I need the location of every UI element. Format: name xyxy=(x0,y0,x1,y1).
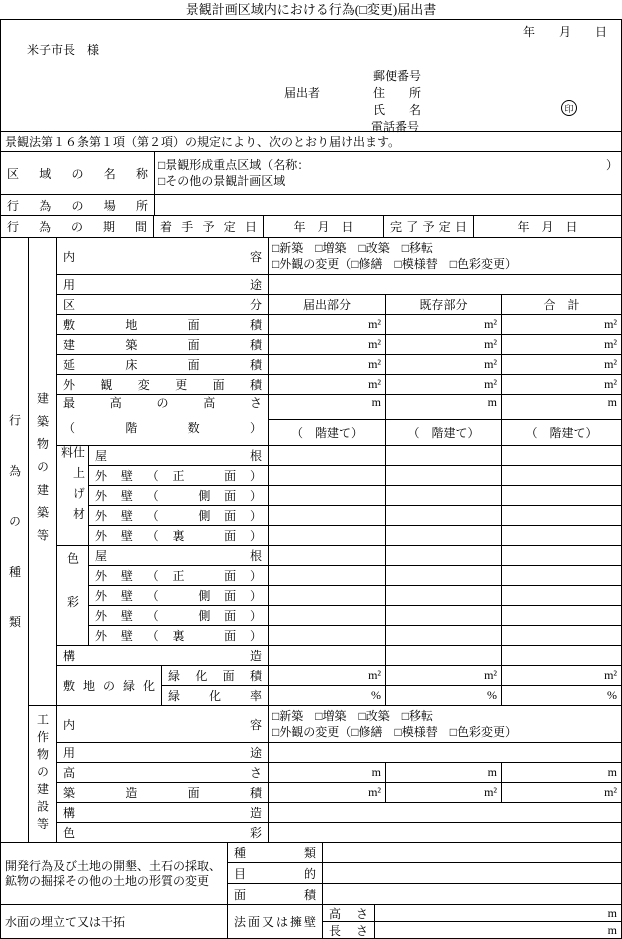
building-content-checkboxes xyxy=(269,238,621,274)
color-front-wall-notified[interactable] xyxy=(269,566,385,585)
dev-purpose-value[interactable] xyxy=(323,863,621,883)
period-end-label-cell xyxy=(384,216,473,237)
dev-kind-value[interactable] xyxy=(323,843,621,862)
landfill-desc: 水面の埋立て又は干拓 xyxy=(1,905,227,938)
floor-area-total[interactable]: m² xyxy=(502,355,621,374)
facade-change-area-label: 外観変更面積 xyxy=(63,378,262,392)
work-content-checkboxes xyxy=(269,706,621,742)
finish-material-header-cell xyxy=(57,446,88,545)
finish-side-wall-1-total[interactable] xyxy=(502,486,621,505)
facade-change-area-total[interactable]: m² xyxy=(502,375,621,394)
floors-notified[interactable]: （ 階建て） xyxy=(269,420,385,445)
finish-front-wall-total[interactable] xyxy=(502,466,621,485)
work-content-line2[interactable]: □外観の変更（□修繕 □模様替 □色彩変更） xyxy=(272,725,517,739)
finish-side-wall-2-label-cell xyxy=(89,506,268,525)
finish-side-wall-1-label-cell xyxy=(89,486,268,505)
structure-total[interactable] xyxy=(502,646,621,665)
dev-kind-label: 種類 xyxy=(234,846,316,860)
color-side-wall-2-label: 外壁（ 側面） xyxy=(95,609,262,623)
site-area-label-cell xyxy=(57,315,268,334)
building-use-label-cell xyxy=(57,275,268,294)
color-side-wall-1-label-cell xyxy=(89,586,268,605)
greening-label: 敷地の緑化 xyxy=(63,679,155,693)
class-label-cell xyxy=(57,295,268,314)
phone-label: 電話番号 xyxy=(371,120,420,134)
area-option-1-blank[interactable] xyxy=(309,157,606,173)
building-content-line2[interactable]: □外観の変更（□修繕 □模様替 □色彩変更） xyxy=(272,257,517,271)
area-name-label-cell xyxy=(1,152,154,194)
color-side-wall-2-existing[interactable] xyxy=(386,606,501,625)
slope-height-label: 高さ xyxy=(329,906,368,921)
greening-rate-label-cell xyxy=(162,686,268,705)
work-content-line1[interactable]: □新築 □増築 □改築 □移転 xyxy=(272,709,433,723)
greening-rate-total[interactable]: % xyxy=(502,686,621,705)
finish-roof-existing[interactable] xyxy=(386,446,501,465)
finish-rear-wall-label-cell xyxy=(89,526,268,545)
finish-front-wall-label: 外壁（正 面） xyxy=(95,469,262,483)
work-build-area-label: 築造面積 xyxy=(63,786,262,800)
color-rear-wall-existing[interactable] xyxy=(386,626,501,645)
greening-rate-existing[interactable]: % xyxy=(386,686,501,705)
area-option-2[interactable]: □その他の景観計画区域 xyxy=(158,174,286,188)
area-option-1-close: ） xyxy=(605,158,618,172)
work-use-label: 用途 xyxy=(63,746,262,760)
greening-area-total[interactable]: m² xyxy=(502,666,621,685)
color-side-wall-1-existing[interactable] xyxy=(386,586,501,605)
dev-area-label: 面積 xyxy=(234,887,316,902)
work-structure-label: 構造 xyxy=(63,806,262,820)
seal-mark: 印 xyxy=(561,100,577,116)
finish-side-wall-1-label: 外壁（ 側面） xyxy=(95,489,262,503)
color-front-wall-label-cell xyxy=(89,566,268,585)
color-roof-notified[interactable] xyxy=(269,546,385,565)
greening-rate-label: 緑化率 xyxy=(168,689,262,703)
date-line: 年 月 日 xyxy=(522,25,607,39)
greening-area-existing[interactable]: m² xyxy=(386,666,501,685)
period-start-value[interactable]: 年 月 日 xyxy=(264,216,383,237)
place-label-cell xyxy=(1,195,154,215)
color-front-wall-existing[interactable] xyxy=(386,566,501,585)
building-content-label: 内容 xyxy=(63,249,262,264)
facade-change-area-existing[interactable]: m² xyxy=(386,375,501,394)
name-label: 氏 名 xyxy=(373,103,422,117)
act-type-header-cell xyxy=(1,238,28,842)
greening-area-label: 緑化面積 xyxy=(168,669,262,683)
dev-purpose-label: 目的 xyxy=(234,866,316,881)
site-area-notified[interactable]: m² xyxy=(269,315,385,334)
work-color-value[interactable] xyxy=(269,823,621,842)
floor-area-label-cell xyxy=(57,355,268,374)
floor-area-label: 延床面積 xyxy=(63,358,262,372)
color-side-wall-1-total[interactable] xyxy=(502,586,621,605)
period-label: 行為の期間 xyxy=(7,220,147,234)
area-option-1[interactable] xyxy=(155,157,621,173)
work-height-existing[interactable]: m xyxy=(386,763,501,782)
structure-label-cell xyxy=(57,646,268,665)
declaration-text: 景観法第１６条第１項（第２項）の規定により、次のとおり届け出ます。 xyxy=(1,132,621,151)
max-height-notified[interactable]: m xyxy=(269,395,385,419)
max-height-label: 最高の高さ xyxy=(63,396,262,410)
floors-label: （階数） xyxy=(63,421,262,435)
color-rear-wall-notified[interactable] xyxy=(269,626,385,645)
structure-work-header-cell xyxy=(29,706,56,842)
floors-existing[interactable]: （ 階建て） xyxy=(386,420,501,445)
area-name-options xyxy=(155,152,621,194)
form-title: 景観計画区域内における行為(□変更)届出書 xyxy=(185,2,437,17)
col-header-notified: 届出部分 xyxy=(269,295,385,314)
slope-height-label-cell xyxy=(323,905,374,921)
finish-roof-notified[interactable] xyxy=(269,446,385,465)
area-name-label: 区域の名称 xyxy=(7,166,148,181)
act-type-table xyxy=(0,237,622,843)
finish-side-wall-2-total[interactable] xyxy=(502,506,621,525)
work-color-label-cell xyxy=(57,823,268,842)
period-end-label: 完了予定日 xyxy=(390,220,467,234)
col-header-total: 合 計 xyxy=(502,295,621,314)
color-side-wall-1-notified[interactable] xyxy=(269,586,385,605)
greening-rate-notified[interactable]: % xyxy=(269,686,385,705)
color-roof-label-cell xyxy=(89,546,268,565)
slope-label: 法面又は擁壁 xyxy=(234,915,316,929)
work-use-label-cell xyxy=(57,743,268,762)
work-content-label: 内容 xyxy=(63,717,262,732)
finish-front-wall-existing[interactable] xyxy=(386,466,501,485)
place-label: 行為の場所 xyxy=(7,198,148,213)
work-build-area-existing[interactable]: m² xyxy=(386,783,501,802)
floor-area-notified[interactable]: m² xyxy=(269,355,385,374)
finish-side-wall-2-existing[interactable] xyxy=(386,506,501,525)
finish-side-wall-1-existing[interactable] xyxy=(386,486,501,505)
class-label: 区分 xyxy=(63,298,262,312)
color-roof-total[interactable] xyxy=(502,546,621,565)
building-area-notified[interactable]: m² xyxy=(269,335,385,354)
period-end-value[interactable]: 年 月 日 xyxy=(474,216,621,237)
max-height-total[interactable]: m xyxy=(502,395,621,419)
building-header-cell xyxy=(29,238,56,705)
period-start-label-cell xyxy=(154,216,263,237)
building-area-label: 建築面積 xyxy=(63,338,262,352)
color-side-wall-2-notified[interactable] xyxy=(269,606,385,625)
structure-label: 構造 xyxy=(63,649,262,663)
building-area-existing[interactable]: m² xyxy=(386,335,501,354)
dev-area-label-cell xyxy=(228,884,322,904)
max-height-existing[interactable]: m xyxy=(386,395,501,419)
color-label: 色彩 xyxy=(65,552,80,639)
work-use-value[interactable] xyxy=(269,743,621,762)
act-type-label: 行為の種類 xyxy=(7,414,22,666)
finish-rear-wall-total[interactable] xyxy=(502,526,621,545)
floor-area-existing[interactable]: m² xyxy=(386,355,501,374)
work-build-area-label-cell xyxy=(57,783,268,802)
area-name-row xyxy=(0,151,622,195)
dev-kind-label-cell xyxy=(228,843,322,862)
finish-side-wall-2-label: 外壁（ 側面） xyxy=(95,509,262,523)
addressee: 米子市長 様 xyxy=(27,43,100,57)
place-value[interactable] xyxy=(155,195,621,215)
postal-label: 郵便番号 xyxy=(373,69,422,83)
color-header-cell xyxy=(57,546,88,645)
building-area-total[interactable]: m² xyxy=(502,335,621,354)
work-color-label: 色彩 xyxy=(63,826,262,840)
building-content-line1[interactable]: □新築 □増築 □改築 □移転 xyxy=(272,241,433,255)
greening-area-label-cell xyxy=(162,666,268,685)
development-table xyxy=(0,842,622,939)
work-structure-label-cell xyxy=(57,803,268,822)
dev-area-value[interactable] xyxy=(323,884,621,904)
color-side-wall-2-label-cell xyxy=(89,606,268,625)
notifier-label: 届出者 xyxy=(284,86,321,100)
structure-notified[interactable] xyxy=(269,646,385,665)
work-height-total[interactable]: m xyxy=(502,763,621,782)
color-rear-wall-label: 外壁（裏 面） xyxy=(95,629,262,643)
color-front-wall-total[interactable] xyxy=(502,566,621,585)
slope-label-cell xyxy=(228,905,322,938)
finish-roof-label-cell xyxy=(89,446,268,465)
color-side-wall-1-label: 外壁（ 側面） xyxy=(95,589,262,603)
declaration-row xyxy=(0,131,622,152)
site-area-label: 敷地面積 xyxy=(63,318,262,332)
work-content-label-cell xyxy=(57,706,268,742)
period-row xyxy=(0,215,622,238)
building-use-value[interactable] xyxy=(269,275,621,294)
work-structure-value[interactable] xyxy=(269,803,621,822)
place-row xyxy=(0,194,622,216)
site-area-total[interactable]: m² xyxy=(502,315,621,334)
finish-side-wall-2-notified[interactable] xyxy=(269,506,385,525)
finish-material-label: 仕上げ材料 xyxy=(59,446,86,528)
building-label: 建築物の建築等 xyxy=(35,391,50,552)
color-roof-label: 屋根 xyxy=(95,549,262,563)
color-front-wall-label: 外壁（正 面） xyxy=(95,569,262,583)
slope-length-label: 長さ xyxy=(329,923,368,938)
col-header-existing: 既存部分 xyxy=(386,295,501,314)
site-area-existing[interactable]: m² xyxy=(386,315,501,334)
floors-total[interactable]: （ 階建て） xyxy=(502,420,621,445)
facade-change-area-notified[interactable]: m² xyxy=(269,375,385,394)
work-build-area-notified[interactable]: m² xyxy=(269,783,385,802)
finish-rear-wall-label: 外壁（裏 面） xyxy=(95,529,262,543)
structure-work-label: 工作物の建設等 xyxy=(35,713,50,835)
finish-side-wall-1-notified[interactable] xyxy=(269,486,385,505)
finish-front-wall-label-cell xyxy=(89,466,268,485)
notifier-box xyxy=(0,19,622,132)
work-height-notified[interactable]: m xyxy=(269,763,385,782)
building-content-label-cell xyxy=(57,238,268,274)
structure-existing[interactable] xyxy=(386,646,501,665)
color-rear-wall-label-cell xyxy=(89,626,268,645)
period-start-label: 着手予定日 xyxy=(160,220,257,234)
slope-length-value[interactable]: m xyxy=(375,922,621,938)
greening-label-cell xyxy=(57,666,161,705)
color-roof-existing[interactable] xyxy=(386,546,501,565)
finish-roof-label: 屋根 xyxy=(95,449,262,463)
max-height-label-cell xyxy=(57,395,268,445)
work-height-label: 高さ xyxy=(63,766,262,780)
building-area-label-cell xyxy=(57,335,268,354)
slope-height-value[interactable]: m xyxy=(375,905,621,921)
color-rear-wall-total[interactable] xyxy=(502,626,621,645)
area-option-1-text: □景観形成重点区域（名称： xyxy=(158,158,310,172)
finish-roof-total[interactable] xyxy=(502,446,621,465)
work-build-area-total[interactable]: m² xyxy=(502,783,621,802)
address-label: 住 所 xyxy=(373,86,422,100)
color-side-wall-2-total[interactable] xyxy=(502,606,621,625)
dev-purpose-label-cell xyxy=(228,863,322,883)
finish-rear-wall-existing[interactable] xyxy=(386,526,501,545)
facade-change-area-label-cell xyxy=(57,375,268,394)
greening-area-notified[interactable]: m² xyxy=(269,666,385,685)
period-label-cell xyxy=(1,216,153,237)
building-use-label: 用途 xyxy=(63,278,262,292)
work-height-label-cell xyxy=(57,763,268,782)
development-desc: 開発行為及び土地の開墾、土石の採取、鉱物の掘採その他の土地の形質の変更 xyxy=(1,843,227,904)
finish-rear-wall-notified[interactable] xyxy=(269,526,385,545)
finish-front-wall-notified[interactable] xyxy=(269,466,385,485)
